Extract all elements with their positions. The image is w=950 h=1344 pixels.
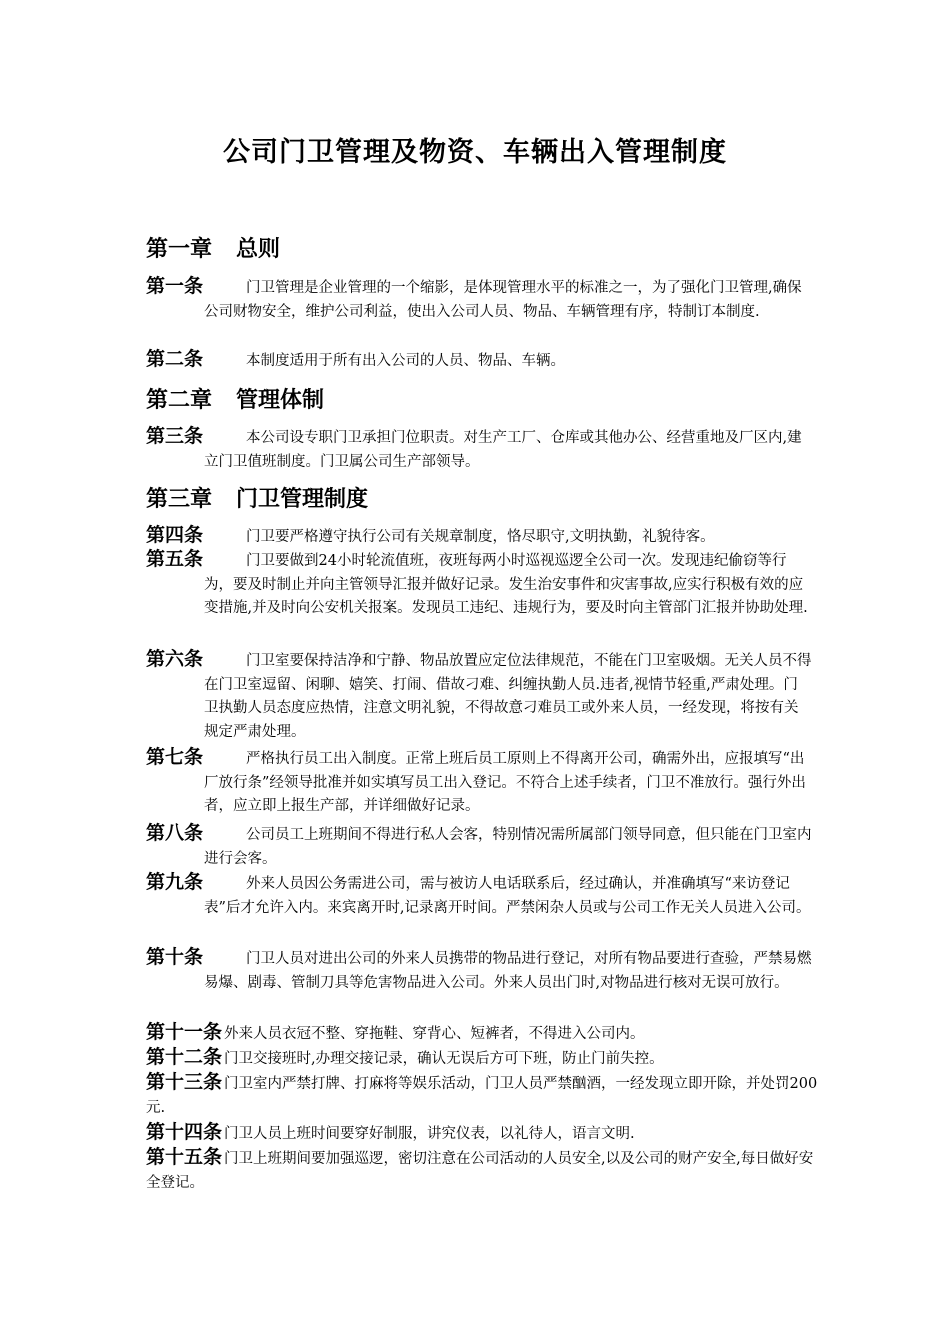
article: [146, 1046, 826, 1072]
article-label: 第七条: [146, 746, 204, 768]
chapter-number: 第三章: [146, 487, 213, 512]
article-text: 门卫人员对进出公司的外来人员携带的物品进行登记，对所有物品要进行查验，严禁易燃易爆、剧毒、管制刀具等危害物品进入公司。外来人员出门时,对物品进行核对无误可放行。: [204, 951, 812, 991]
article-text: 门卫管理是企业管理的一个缩影，是体现管理水平的标准之一，为了强化门卫管理,确保公司财物安全，维护公司利益，使出入公司人员、物品、车辆管理有序，特制订本制度.: [204, 280, 802, 320]
article: [146, 871, 812, 920]
article-label: 第十二条: [146, 1046, 223, 1068]
article: [146, 746, 812, 819]
article-label: 第十条: [146, 946, 204, 968]
article-label: 第三条: [146, 425, 204, 447]
chapter-heading: [146, 383, 324, 414]
chapter-heading: [146, 232, 280, 263]
article: [146, 822, 812, 871]
article-label: 第六条: [146, 648, 204, 670]
article-text: 门卫上班期间要加强巡逻，密切注意在公司活动的人员安全,以及公司的财产安全,每日做好安全登记。: [146, 1151, 814, 1191]
article-label: 第一条: [146, 275, 204, 297]
article: [146, 1146, 826, 1195]
article: [146, 548, 812, 621]
article: [146, 1071, 826, 1120]
article-text: 外来人员因公务需进公司，需与被访人电话联系后，经过确认，并准确填写“来访登记表”后才允许入内。来宾离开时,记录离开时间。严禁闲杂人员或与公司工作无关人员进入公司。: [204, 876, 811, 916]
article-label: 第四条: [146, 524, 204, 546]
article: [146, 648, 812, 744]
article-label: 第十三条: [146, 1071, 223, 1093]
article-label: 第十四条: [146, 1121, 223, 1143]
article-label: 第八条: [146, 822, 204, 844]
chapter-name: 总则: [236, 237, 281, 262]
chapter-name: 门卫管理制度: [236, 487, 369, 512]
article-label: 第五条: [146, 548, 204, 570]
article-text: 门卫室内严禁打牌、打麻将等娱乐活动，门卫人员严禁酗酒，一经发现立即开除，并处罚200元.: [146, 1076, 818, 1116]
article: [146, 425, 812, 474]
article-text: 门卫要严格遵守执行公司有关规章制度，恪尽职守,文明执勤，礼貌待客。: [246, 529, 715, 545]
article-label: 第十一条: [146, 1021, 223, 1043]
chapter-number: 第一章: [146, 237, 213, 262]
article: [146, 348, 812, 374]
article-text: 本公司设专职门卫承担门位职责。对生产工厂、仓库或其他办公、经营重地及厂区内,建立门卫值班制度。门卫属公司生产部领导。: [204, 430, 802, 470]
article-text: 门卫室要保持洁净和宁静、物品放置应定位法律规范，不能在门卫室吸烟。无关人员不得在门卫室逗留、闲聊、嬉笑、打闹、借故刁难、纠缠执勤人员.违者,视情节轻重,严肃处理。门卫执勤人员态度应热情，注意文明礼貌，不得故意刁难员工或外来人员，一经发现，将按有关规定严肃处理。: [204, 653, 812, 740]
article-text: 门卫交接班时,办理交接记录，确认无误后方可下班，防止门前失控。: [224, 1051, 664, 1067]
article-text: 公司员工上班期间不得进行私人会客，特别情况需所属部门领导同意，但只能在门卫室内进行会客。: [204, 827, 812, 867]
chapter-number: 第二章: [146, 388, 213, 413]
document-title: 公司门卫管理及物资、车辆出入管理制度: [223, 137, 727, 168]
article-label: 第二条: [146, 348, 204, 370]
article-label: 第十五条: [146, 1146, 223, 1168]
article: [146, 1021, 826, 1047]
article-text: 门卫人员上班时间要穿好制服，讲究仪表，以礼待人，语言文明.: [224, 1126, 635, 1142]
article: [146, 524, 812, 550]
article-label: 第九条: [146, 871, 204, 893]
article: [146, 946, 812, 995]
chapter-name: 管理体制: [236, 388, 325, 413]
article-text: 外来人员衣冠不整、穿拖鞋、穿背心、短裤者，不得进入公司内。: [224, 1026, 645, 1042]
article-text: 本制度适用于所有出入公司的人员、物品、车辆。: [246, 353, 565, 369]
article-text: 门卫要做到24小时轮流值班，夜班每两小时巡视巡逻全公司一次。发现违纪偷窃等行为，要及时制止并向主管领导汇报并做好记录。发生治安事件和灾害事故,应实行积极有效的应变措施,并及时向公安机关报案。发现员工违纪、违规行为，要及时向主管部门汇报并协助处理.: [204, 553, 808, 616]
chapter-heading: [146, 482, 368, 513]
article: [146, 1121, 826, 1147]
article-text: 严格执行员工出入制度。正常上班后员工原则上不得离开公司，确需外出，应报填写“出厂放行条”经领导批准并如实填写员工出入登记。不符合上述手续者，门卫不准放行。强行外出者，应立即上报生产部，并详细做好记录。: [204, 751, 806, 814]
article: [146, 275, 812, 324]
